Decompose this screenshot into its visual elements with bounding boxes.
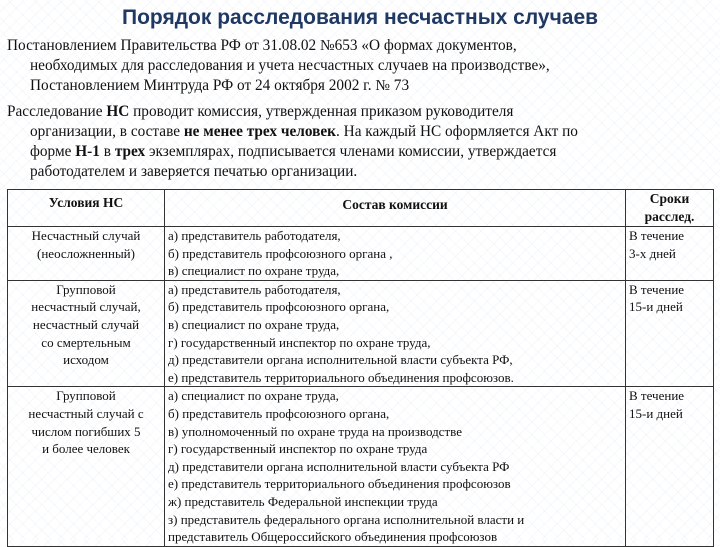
member-line: б) представитель профсоюзного органа , <box>168 245 393 261</box>
legal-basis-paragraph <box>7 36 707 96</box>
member-line: е) представитель территориального объединения профсоюзов. <box>168 369 514 385</box>
member-line: г) государственный инспектор по охране труда <box>168 441 428 457</box>
member-line: г) государственный инспектор по охране труда, <box>168 334 431 350</box>
header-terms <box>626 190 714 227</box>
condition-line: числом погибших 5 <box>31 423 141 439</box>
header-terms-line: Сроки <box>649 191 690 206</box>
emphasis-run: Н-1 <box>75 143 100 160</box>
emphasis-run: не менее трех человек <box>183 123 336 140</box>
emphasis-run: НС <box>106 103 130 120</box>
header-composition: Состав комиссии <box>165 190 626 227</box>
member-line: в) уполномоченный по охране труда на производстве <box>168 423 462 439</box>
member-line: д) представители органа исполнительной власти субъекта РФ <box>168 458 510 474</box>
table-row <box>8 227 714 281</box>
term-line: 3-х дней <box>629 245 676 261</box>
member-line: д) представители органа исполнительной власти субъекта РФ, <box>168 352 513 368</box>
condition-cell <box>8 387 165 546</box>
term-cell <box>626 280 714 387</box>
investigation-line-3 <box>7 142 707 162</box>
table-row <box>8 280 714 387</box>
members-cell <box>165 387 626 546</box>
emphasis-run: трех <box>114 143 146 160</box>
table-row <box>8 387 714 546</box>
members-cell <box>165 227 626 281</box>
text-run: в <box>99 143 115 160</box>
member-line: в) специалист по охране труда, <box>168 316 340 332</box>
condition-line: исходом <box>63 352 109 368</box>
condition-line: несчастный случай, <box>31 299 141 315</box>
condition-line: Групповой <box>56 388 116 404</box>
condition-line: несчастный случай <box>32 316 140 332</box>
investigation-line-4: работодателем и заверяется печатью организации. <box>30 163 358 180</box>
condition-cell <box>8 227 165 281</box>
legal-basis-line-2: необходимых для расследования и учета несчастных случаев на производстве», <box>30 57 550 74</box>
condition-line: (неосложненный) <box>37 245 135 261</box>
member-line: з) представитель федерального органа исполнительной власти и <box>168 511 525 527</box>
term-line: 15-и дней <box>629 299 683 315</box>
term-line: 15-и дней <box>629 405 683 421</box>
term-line: В течение <box>629 281 685 297</box>
condition-line: и более человек <box>42 441 130 457</box>
member-line: а) специалист по охране труда, <box>168 388 339 404</box>
header-conditions: Условия НС <box>8 190 165 227</box>
legal-basis-line-3: Постановлением Минтруда РФ от 24 октября 2002 г. № 73 <box>30 77 410 94</box>
header-terms-line: расслед. <box>644 209 695 224</box>
member-line: б) представитель профсоюзного органа, <box>168 299 390 315</box>
commission-table <box>7 189 714 547</box>
text-run: экземплярах, подписывается членами комиссии, утверждается <box>145 143 557 160</box>
condition-line: со смертельным <box>41 334 131 350</box>
member-line: а) представитель работодателя, <box>168 281 341 297</box>
condition-line: Несчастный случай <box>31 228 141 243</box>
member-line: ж) представитель Федеральной инспекции труда <box>168 493 438 509</box>
text-run: . На каждый НС оформляется Акт по <box>336 123 578 140</box>
condition-line: несчастный случай с <box>28 405 144 421</box>
condition-cell <box>8 280 165 387</box>
condition-line: Групповой <box>56 281 116 297</box>
investigation-paragraph <box>7 102 707 182</box>
members-cell <box>165 280 626 387</box>
member-line: а) представитель работодателя, <box>168 228 341 243</box>
member-line: е) представитель территориального объединения профсоюзов <box>168 476 511 492</box>
investigation-line-1 <box>7 102 707 122</box>
text-run: Расследование <box>7 103 107 120</box>
member-line: б) представитель профсоюзного органа, <box>168 405 390 421</box>
member-line: представитель Общероссийского объединения профсоюзов <box>168 529 498 545</box>
term-line: В течение <box>629 388 685 404</box>
text-run: форме <box>30 143 76 160</box>
term-cell <box>626 387 714 546</box>
text-run: проводит комиссия, утвержденная приказом руководителя <box>129 103 514 120</box>
text-run: организации, в составе <box>30 123 184 140</box>
term-cell <box>626 227 714 281</box>
investigation-line-2 <box>7 122 707 142</box>
slide-title: Порядок расследования несчастных случаев <box>121 6 599 29</box>
legal-basis-line-1: Постановлением Правительства РФ от 31.08.02 №653 «О формах документов, <box>7 37 517 54</box>
member-line: в) специалист по охране труда, <box>168 263 340 279</box>
table-header-row <box>8 190 714 227</box>
term-line: В течение <box>629 228 685 243</box>
